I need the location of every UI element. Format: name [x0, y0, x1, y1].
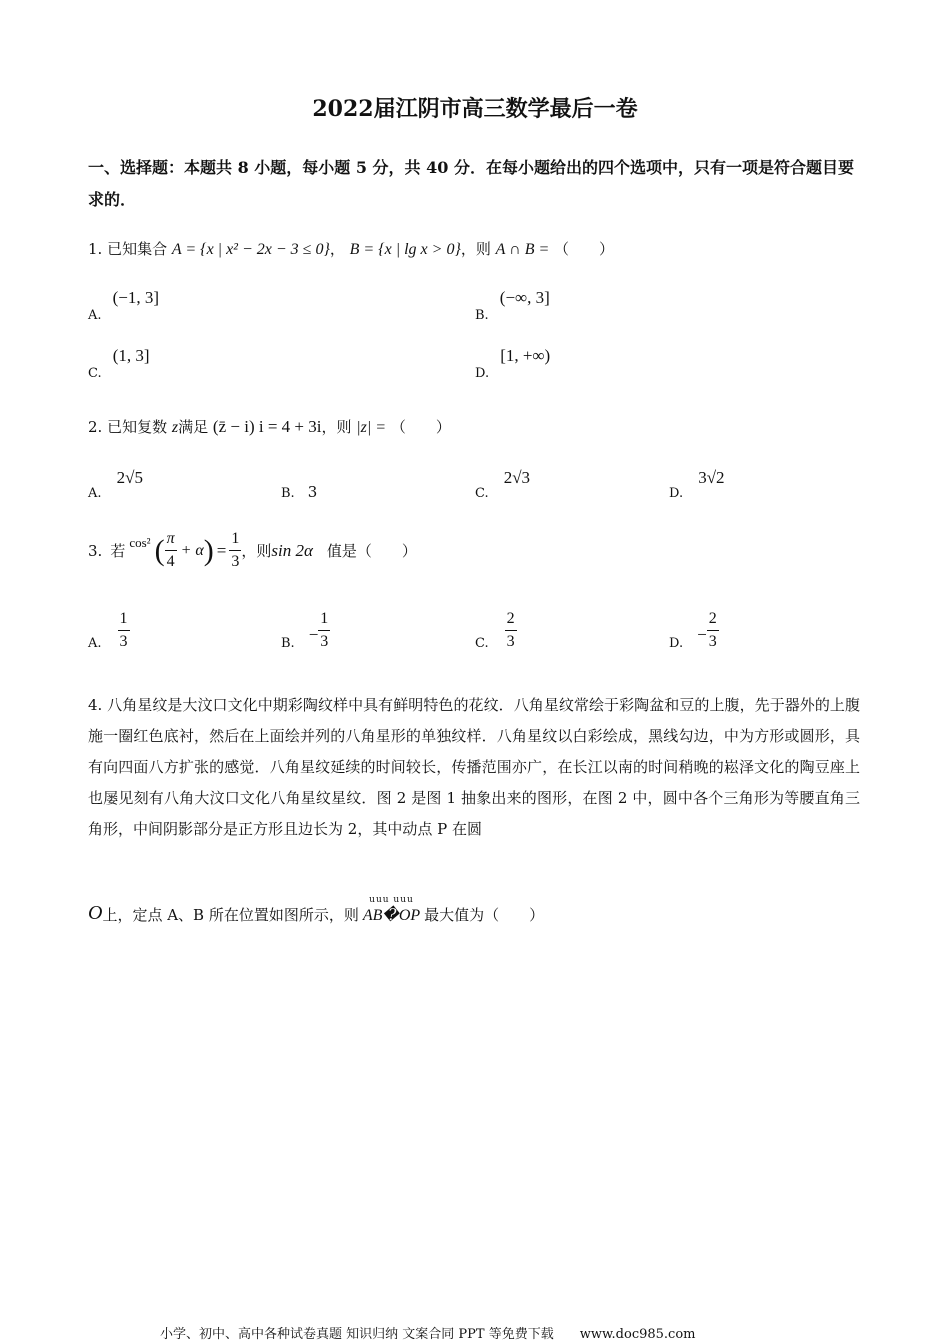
q3-option-c	[475, 610, 517, 651]
option-label: D.	[669, 636, 684, 651]
option-fraction	[318, 610, 330, 651]
q3-option-b	[281, 610, 330, 651]
question-number: 4.	[88, 696, 103, 714]
intersection-expression: A ∩ B =	[495, 241, 550, 258]
option-label: B.	[475, 308, 489, 323]
question-text: 上，定点 A、B 所在位置如图所示，则	[102, 906, 359, 924]
option-label: D.	[669, 486, 684, 501]
option-fraction	[118, 610, 130, 651]
cos-squared: cos²	[129, 534, 151, 550]
numerator: 1	[118, 610, 130, 631]
option-value: 2√5	[116, 468, 143, 487]
answer-blank: （ ）	[554, 240, 615, 258]
separator: ，	[329, 240, 345, 258]
denominator: 3	[708, 633, 717, 650]
page-footer: 小学、初中、高中各种试卷真题 知识归纳 文案合同 PPT 等免费下载 www.doc985.com	[160, 1327, 696, 1342]
denominator: 4	[166, 553, 175, 570]
question-4-line-2	[88, 896, 544, 925]
question-text: 若	[110, 542, 126, 560]
question-text: 最大值为（ ）	[424, 906, 545, 924]
right-paren: )	[203, 533, 214, 567]
option-sign: −	[697, 624, 707, 644]
question-text: 满足	[178, 418, 209, 436]
denominator: 3	[506, 633, 515, 650]
vector-arrows: uuu uuu	[369, 895, 414, 905]
option-label: A.	[88, 486, 102, 501]
q2-option-c	[475, 468, 531, 501]
question-text: ，则	[241, 542, 272, 560]
denominator: 3	[119, 633, 128, 650]
option-label: C.	[475, 486, 489, 501]
numerator: π	[165, 530, 177, 551]
option-label: D.	[475, 366, 490, 381]
q3-option-a	[88, 610, 130, 651]
option-value: [1, +∞)	[500, 346, 551, 365]
vector-expression	[363, 896, 420, 925]
q2-option-b	[281, 482, 317, 501]
option-value: 3	[307, 483, 318, 501]
option-label: B.	[281, 486, 295, 501]
q1-option-c	[88, 346, 150, 381]
q1-option-b	[475, 288, 550, 323]
alpha-term: + α	[180, 541, 204, 559]
option-label: B.	[281, 636, 295, 651]
numerator: 2	[707, 610, 719, 631]
question-text: ，则	[321, 418, 352, 436]
option-value: 3√2	[698, 468, 725, 487]
numerator: 1	[318, 610, 330, 631]
question-text: 八角星纹是大汶口文化中期彩陶纹样中具有鲜明特色的花纹．八角星纹常绘于彩陶盆和豆的上腹，先于器外的上腹施一圈红色底衬，然后在上面绘并列的八角星形的单独纹样．八角星纹以白彩绘成，黑线勾边，中为方形或圆形，具有向四面八方扩张的感觉．八角星纹延续的时间较长，传播范围亦广，在长江以南的时间稍晚的崧泽文化的陶豆座上也屡见刻有八角大汶口文化八角星纹星纹．图 2 是图 1 抽象出来的图形，在图 2 中，圆中各个三角形为等腰直角三角形，中间阴影部分是正方形且边长为 2，其中动点 P 在圆	[88, 696, 860, 838]
q2-option-a	[88, 468, 143, 501]
equals-sign: =	[216, 540, 227, 560]
denominator: 3	[231, 553, 240, 570]
question-text: 值是（ ）	[326, 542, 417, 560]
variable-z: z	[171, 419, 179, 436]
left-paren: (	[154, 533, 165, 567]
set-b-expression: B = {x | lg x > 0}	[349, 241, 461, 258]
question-1	[88, 238, 614, 259]
modulus-expression: |z| =	[356, 419, 387, 436]
question-4	[88, 690, 860, 845]
question-2	[88, 416, 451, 437]
numerator: 1	[229, 530, 241, 551]
question-3	[88, 530, 417, 571]
question-text: ，则	[460, 240, 491, 258]
circle-o: O	[88, 902, 103, 924]
question-text: 已知集合	[107, 240, 168, 258]
option-label: A.	[88, 636, 102, 651]
page-title: 2022届江阴市高三数学最后一卷	[312, 96, 638, 122]
numerator: 2	[505, 610, 517, 631]
question-number: 2.	[88, 418, 103, 436]
option-fraction	[505, 610, 517, 651]
answer-blank: （ ）	[390, 418, 451, 436]
question-number: 3.	[88, 541, 103, 560]
option-label: A.	[88, 308, 102, 323]
question-number: 1.	[88, 240, 103, 258]
section-heading: 一、选择题：本题共 8 小题，每小题 5 分，共 40 分．在每小题给出的四个选项中，只有一项是符合题目要求的．	[88, 158, 854, 209]
q3-option-d	[669, 610, 719, 651]
option-value: (−∞, 3]	[499, 288, 550, 307]
q1-option-d	[475, 346, 551, 381]
option-label: C.	[475, 636, 489, 651]
sin-2alpha: sin 2α	[271, 540, 313, 560]
option-label: C.	[88, 366, 102, 381]
one-third	[229, 530, 241, 571]
option-value: (−1, 3]	[112, 288, 160, 307]
option-sign: −	[308, 624, 319, 644]
option-value: (1, 3]	[112, 346, 150, 365]
denominator: 3	[320, 633, 329, 650]
pi-over-4	[165, 530, 177, 571]
option-fraction	[707, 610, 719, 651]
complex-equation: (z̄ − i) i = 4 + 3i	[212, 417, 322, 436]
q1-option-a	[88, 288, 160, 323]
option-value: 2√3	[503, 468, 531, 487]
set-a-expression: A = {x | x² − 2x − 3 ≤ 0}	[171, 241, 330, 258]
q2-option-d	[669, 468, 725, 501]
question-text: 已知复数	[107, 418, 168, 436]
dot-product: AB�OP	[362, 907, 421, 924]
